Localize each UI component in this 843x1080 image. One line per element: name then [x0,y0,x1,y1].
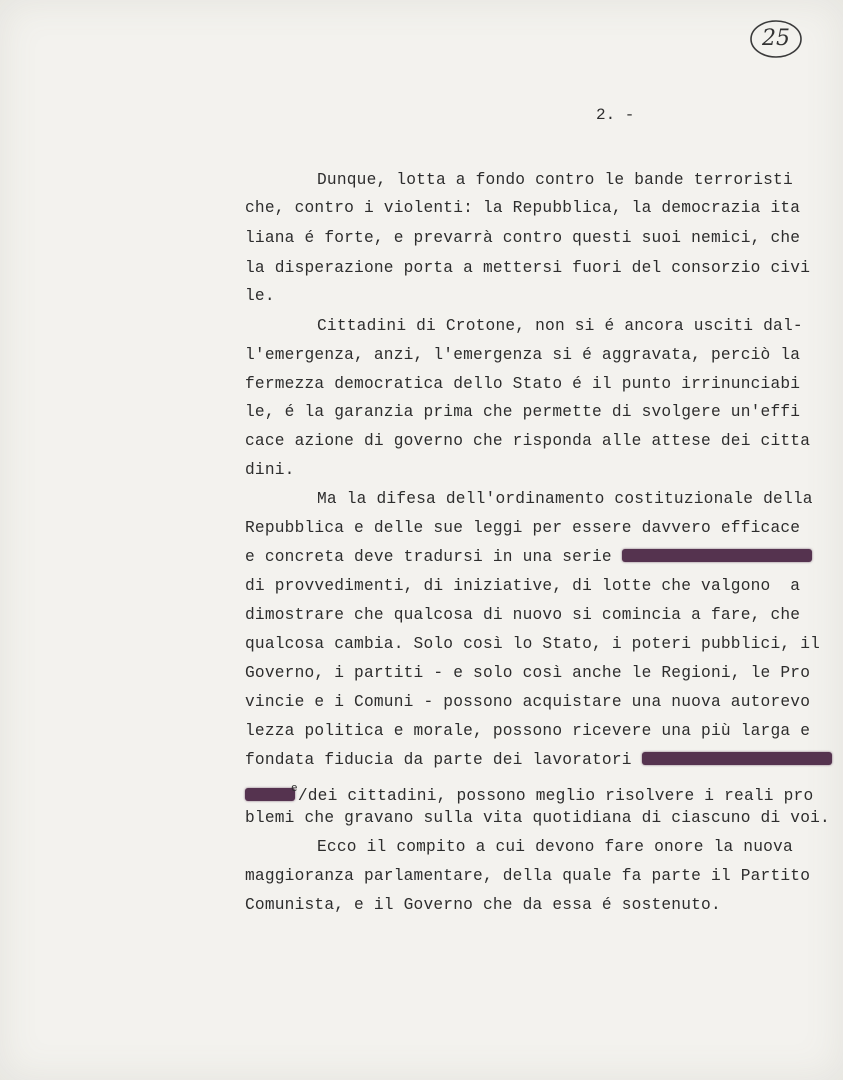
text-line: dini. [245,461,295,479]
redaction-mark [245,788,295,801]
text-line: l'emergenza, anzi, l'emergenza si é aggravata, perciò la [245,346,801,364]
text-line: blemi che gravano sulla vita quotidiana di ciascuno di voi. [245,809,830,827]
text-line: liana é forte, e prevarrà contro questi suoi nemici, che [245,229,801,247]
text-line: Ma la difesa dell'ordinamento costituzionale della [317,490,813,508]
text-line: Cittadini di Crotone, non si é ancora usciti dal- [317,317,803,335]
text-line: Comunista, e il Governo che da essa é sostenuto. [245,896,721,914]
text-line: fondata fiducia da parte dei lavoratori [245,750,832,770]
text-line: dimostrare che qualcosa di nuovo si comincia a fare, che [245,606,801,624]
text-line: e concreta deve tradursi in una serie [245,547,812,567]
text-line: che, contro i violenti: la Repubblica, la democrazia ita [245,199,801,217]
text-line: Repubblica e delle sue leggi per essere davvero efficace [245,519,801,537]
page-stamp [748,16,804,62]
text-line: le, é la garanzia prima che permette di svolgere un'effi [245,403,801,421]
text-line: e/dei cittadini, possono meglio risolvere i reali pro [245,779,813,806]
redaction-mark [622,549,812,562]
text-line: Governo, i partiti - e solo così anche le Regioni, le Pro [245,664,811,682]
text-line: fermezza democratica dello Stato é il punto irrinunciabi [245,375,801,393]
text-line: Ecco il compito a cui devono fare onore la nuova [317,838,793,856]
text-line: lezza politica e morale, possono ricevere una più larga e [245,722,811,740]
text-line: le. [245,287,275,305]
text-line: di provvedimenti, di iniziative, di lotte che valgono a [245,577,801,595]
stamp-number: 25 [762,26,790,51]
text-line: Dunque, lotta a fondo contro le bande terroristi [317,171,793,189]
text-line: cace azione di governo che risponda alle attese dei citta [245,432,811,450]
text-line: la disperazione porta a mettersi fuori del consorzio civi [245,259,811,277]
text-line: vincie e i Comuni - possono acquistare una nuova autorevo [245,693,811,711]
text-line: qualcosa cambia. Solo così lo Stato, i poteri pubblici, il [245,635,821,653]
insertion-mark: e [291,783,298,795]
redaction-mark [642,752,832,765]
page-number: 2. - [596,106,635,124]
text-line: maggioranza parlamentare, della quale fa parte il Partito [245,867,811,885]
